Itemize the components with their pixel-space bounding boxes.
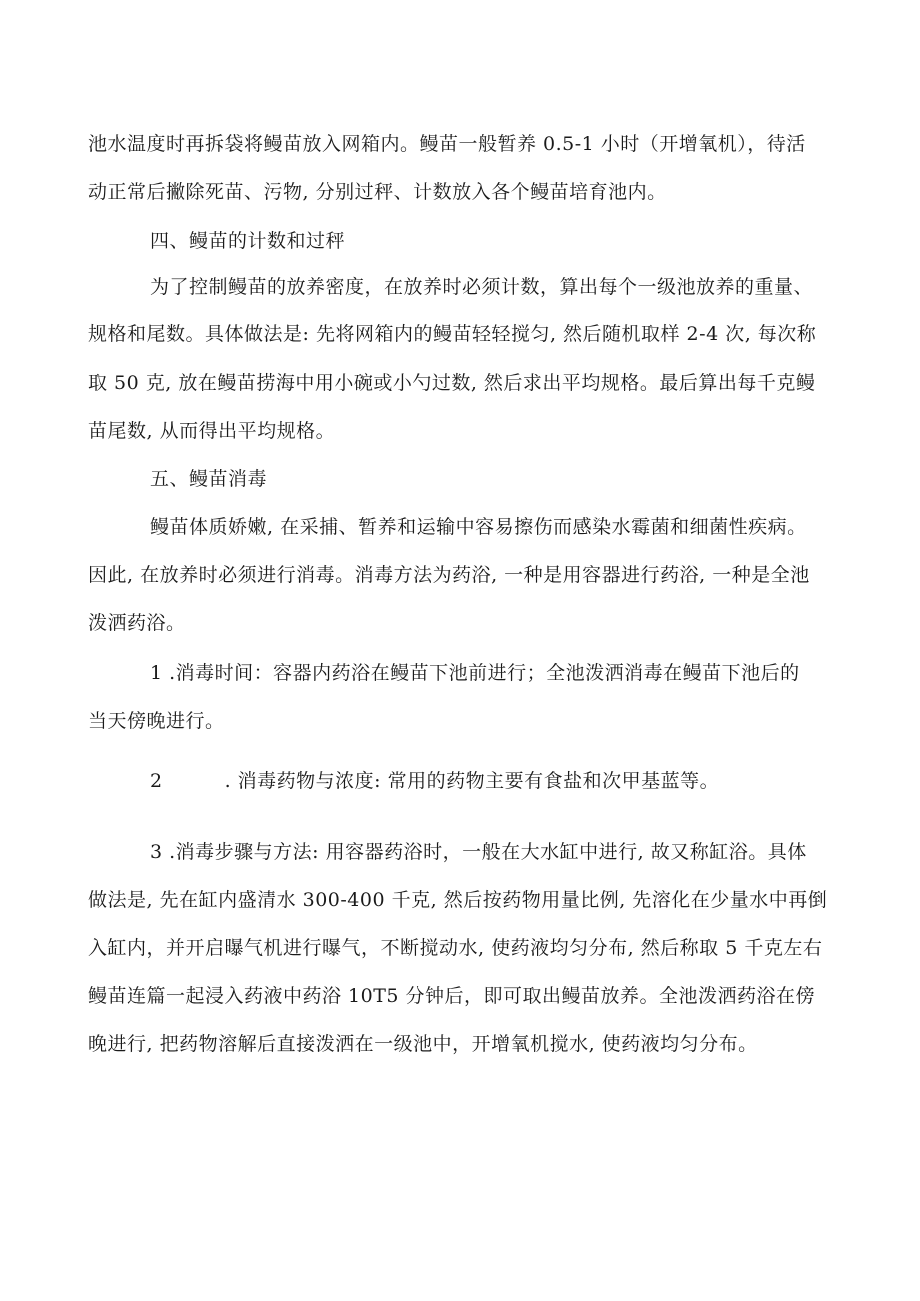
item1-line-1: 1 .消毒时间：容器内药浴在鳗苗下池前进行；全池泼洒消毒在鳗苗下池后的 xyxy=(150,662,800,684)
section-heading-5: 五、鳗苗消毒 xyxy=(150,468,268,490)
para2-line-2: 规格和尾数。具体做法是: 先将网箱内的鳗苗轻轻搅匀, 然后随机取样 2-4 次, 每次称 xyxy=(88,323,817,345)
para2-line-1: 为了控制鳗苗的放养密度，在放养时必须计数，算出每个一级池放养的重量、 xyxy=(150,276,814,298)
item3-line-3: 入缸内，并开启曝气机进行曝气，不断搅动水, 使药液均匀分布, 然后称取 5 千克左右 xyxy=(88,937,823,959)
para3-line-1: 鳗苗体质娇嫩, 在采捕、暂养和运输中容易擦伤而感染水霉菌和细菌性疾病。 xyxy=(150,516,807,538)
item2-line xyxy=(150,769,719,793)
para2-line-3: 取 50 克, 放在鳗苗捞海中用小碗或小勺过数, 然后求出平均规格。最后算出每千克鳗 xyxy=(88,372,816,394)
section-heading-4: 四、鳗苗的计数和过秤 xyxy=(150,230,346,252)
item2-text: . 消毒药物与浓度: 常用的药物主要有食盐和次甲基蓝等。 xyxy=(224,770,720,792)
para3-line-2: 因此, 在放养时必须进行消毒。消毒方法为药浴, 一种是用容器进行药浴, 一种是全池 xyxy=(88,564,810,586)
item3-line-5: 晚进行, 把药物溶解后直接泼洒在一级池中，开增氧机搅水, 使药液均匀分布。 xyxy=(88,1033,758,1055)
para1-line-1: 池水温度时再拆袋将鳗苗放入网箱内。鳗苗一般暂养 0.5-1 小时（开增氧机），待活 xyxy=(88,133,806,155)
para2-line-4: 苗尾数, 从而得出平均规格。 xyxy=(88,420,336,442)
para3-line-3: 泼洒药浴。 xyxy=(88,612,186,634)
item3-line-4: 鳗苗连篇一起浸入药液中药浴 10T5 分钟后，即可取出鳗苗放养。全池泼洒药浴在傍 xyxy=(88,985,816,1007)
para1-line-2: 动正常后撇除死苗、污物, 分别过秤、计数放入各个鳗苗培育池内。 xyxy=(88,181,667,203)
item3-line-1: 3 .消毒步骤与方法: 用容器药浴时，一般在大水缸中进行, 故又称缸浴。具体 xyxy=(150,841,807,863)
item2-number: 2 xyxy=(150,770,163,792)
item3-line-2: 做法是, 先在缸内盛清水 300-400 千克, 然后按药物用量比例, 先溶化在少量水中再倒 xyxy=(88,889,828,911)
item1-line-2: 当天傍晚进行。 xyxy=(88,710,225,732)
